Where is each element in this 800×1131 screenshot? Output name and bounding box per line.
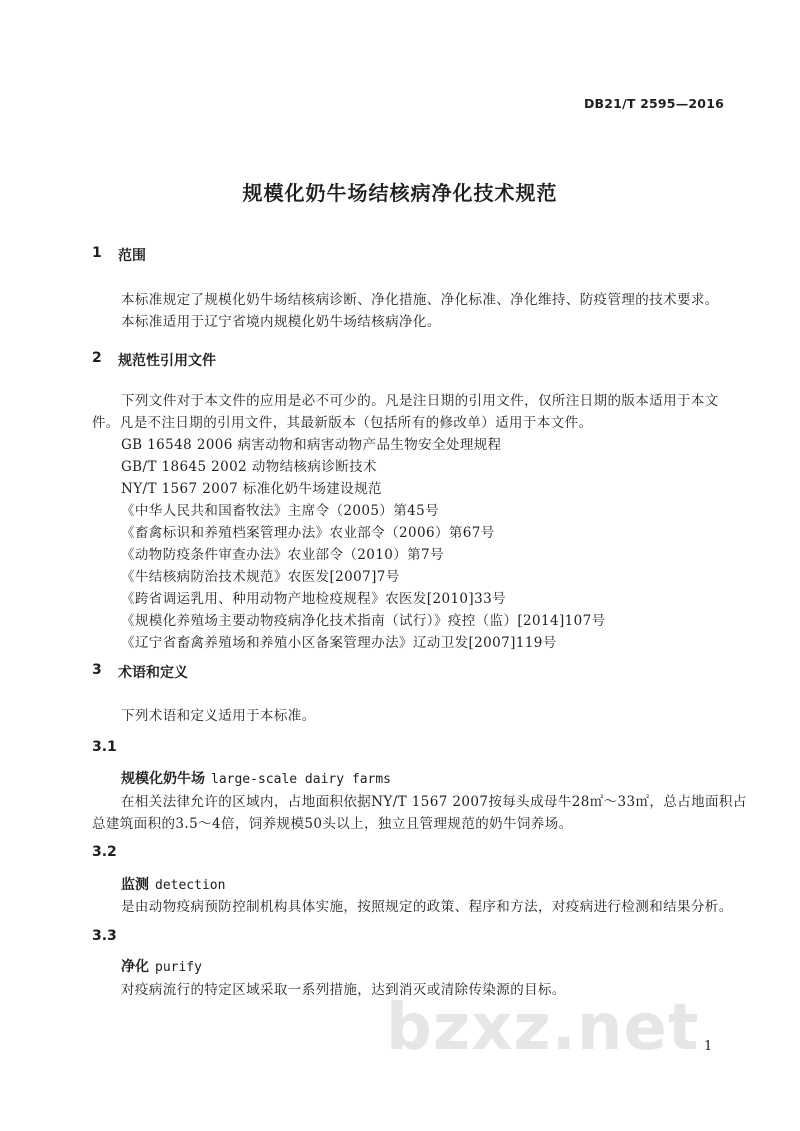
term-3-1-number: 3.1 [92, 739, 117, 755]
term-3-2-definition: 是由动物疫病预防控制机构具体实施，按照规定的政策、程序和方法，对疫病进行检测和结果分析。 [121, 899, 733, 915]
reference-item: NY/T 1567 2007 标准化奶牛场建设规范 [121, 481, 382, 497]
reference-item: 《中华人民共和国畜牧法》主席令（2005）第45号 [121, 503, 440, 519]
section-3-number: 3 [92, 662, 102, 678]
term-3-1-zh: 规模化奶牛场 [121, 771, 205, 787]
term-3-3-number: 3.3 [92, 928, 117, 944]
reference-item: 《辽宁省畜禽养殖场和养殖小区备案管理办法》辽动卫发[2007]119号 [121, 635, 557, 651]
scope-line-1: 本标准规定了规模化奶牛场结核病诊断、净化措施、净化标准、净化维持、防疫管理的技术要求。 [121, 292, 719, 308]
terms-intro: 下列术语和定义适用于本标准。 [121, 708, 316, 724]
section-1-heading: 范围 [118, 248, 146, 264]
term-3-2-en: detection [155, 878, 226, 893]
reference-item: 《牛结核病防治技术规范》农医发[2007]7号 [121, 569, 400, 585]
reference-item: 《规模化养殖场主要动物疫病净化技术指南（试行）》疫控（监）[2014]107号 [121, 613, 606, 629]
term-3-3-title [121, 956, 202, 976]
section-2-number: 2 [92, 350, 102, 366]
reference-item: 《跨省调运乳用、种用动物产地检疫规程》农医发[2010]33号 [121, 591, 506, 607]
term-3-1-definition-line-1: 在相关法律允许的区域内，占地面积依据NY/T 1567 2007按每头成母牛28㎡～33㎡，总占地面积占 [121, 794, 747, 810]
term-3-2-title [121, 874, 225, 894]
page-number: 1 [704, 1039, 713, 1054]
reference-item: GB/T 18645 2002 动物结核病诊断技术 [121, 459, 377, 475]
section-1-number: 1 [92, 245, 102, 261]
standard-code: DB21/T 2595—2016 [583, 96, 724, 111]
references-intro-line-2: 件。凡是不注日期的引用文件，其最新版本（包括所有的修改单）适用于本文件。 [92, 415, 593, 431]
document-title: 规模化奶牛场结核病净化技术规范 [242, 181, 558, 205]
section-2-heading: 规范性引用文件 [118, 353, 216, 369]
term-3-1-title [121, 768, 391, 788]
reference-item: GB 16548 2006 病害动物和病害动物产品生物安全处理规程 [121, 437, 502, 453]
references-intro-line-1: 下列文件对于本文件的应用是必不可少的。凡是注日期的引用文件，仅所注日期的版本适用于本文 [121, 393, 719, 409]
reference-item: 《畜禽标识和养殖档案管理办法》农业部令（2006）第67号 [121, 525, 495, 541]
term-3-1-en: large-scale dairy farms [211, 772, 392, 787]
reference-item: 《动物防疫条件审查办法》农业部令（2010）第7号 [121, 547, 444, 563]
term-3-3-en: purify [155, 960, 202, 975]
term-3-2-number: 3.2 [92, 844, 117, 860]
term-3-2-zh: 监测 [121, 877, 149, 893]
scope-line-2: 本标准适用于辽宁省境内规模化奶牛场结核病净化。 [121, 314, 441, 330]
section-3-heading: 术语和定义 [118, 665, 188, 681]
term-3-3-definition: 对疫病流行的特定区域采取一系列措施，达到消灭或清除传染源的目标。 [121, 982, 566, 998]
watermark: bzxz.net [386, 991, 700, 1065]
term-3-1-definition-line-2: 总建筑面积的3.5～4倍，饲养规模50头以上，独立且管理规范的奶牛饲养场。 [92, 816, 573, 832]
term-3-3-zh: 净化 [121, 959, 149, 975]
